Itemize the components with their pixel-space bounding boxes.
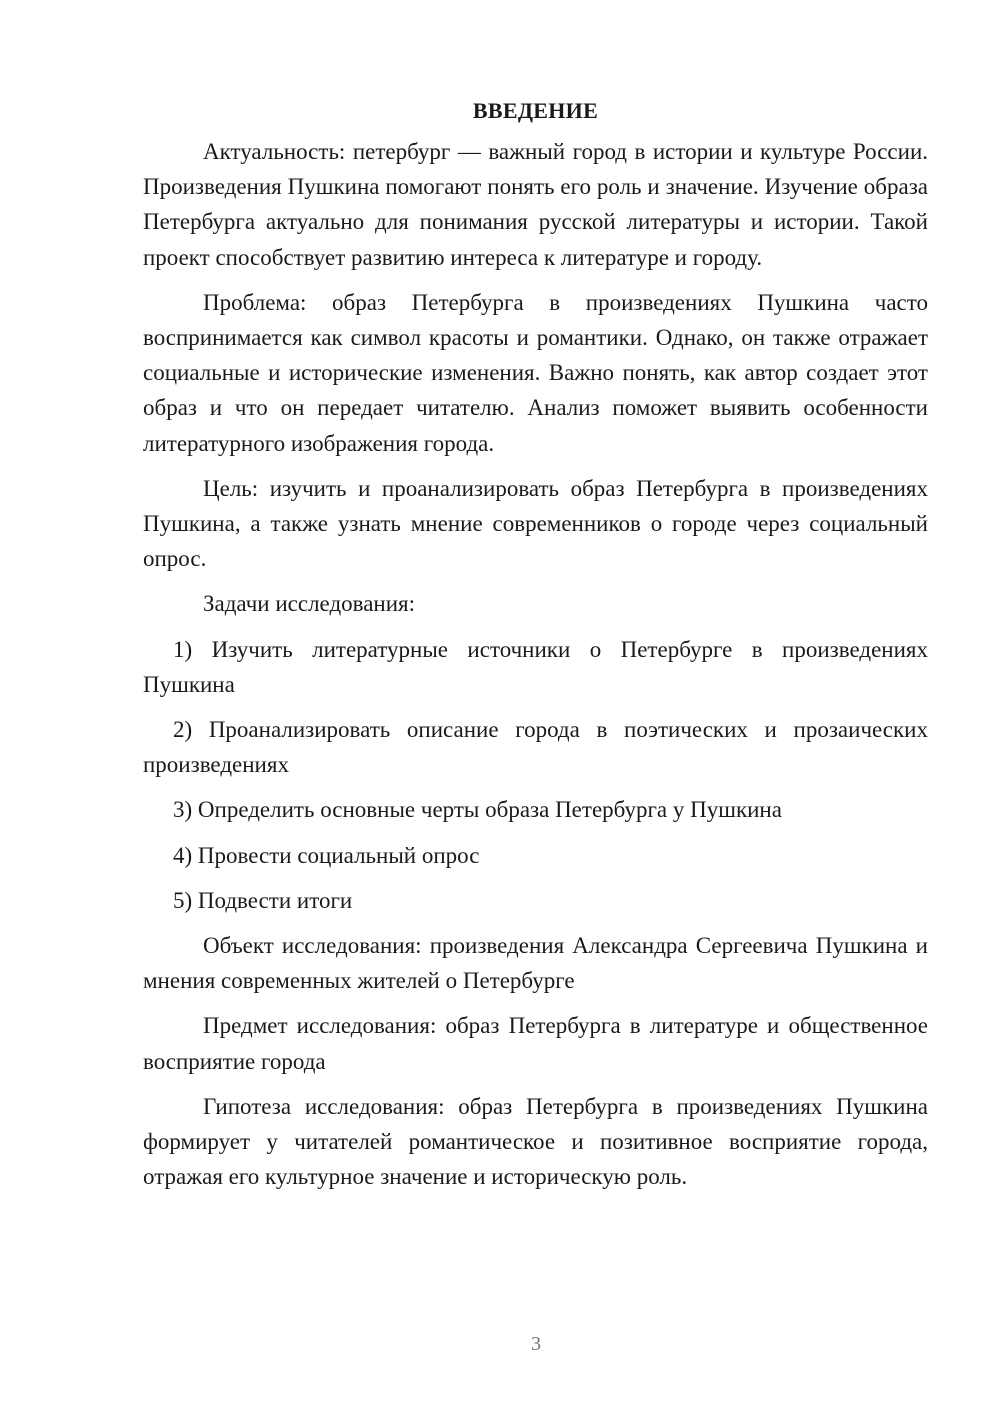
section-title: ВВЕДЕНИЕ <box>472 98 599 123</box>
paragraph-hypothesis: Гипотеза исследования: образ Петербурга в произведениях Пушкина формирует у читателей романтическое и позитивное восприятие города, отражая его культурное значение и историческую роль. <box>143 1093 928 1190</box>
paragraph-subject: Предмет исследования: образ Петербурга в литературе и общественное восприятие города <box>143 1013 928 1074</box>
paragraph-tasks-heading: Задачи исследования: <box>203 591 416 617</box>
task-item: 3) Определить основные черты образа Петербурга у Пушкина <box>173 797 782 823</box>
paragraph-problem: Проблема: образ Петербурга в произведениях Пушкина часто воспринимается как символ красоты и романтики. Однако, он также отражает социальные и исторические изменения. Важно понять, как автор создает этот образ и что он передает читателю. Анализ поможет выявить особенности литературного изображения города. <box>143 289 928 456</box>
task-item: 4) Провести социальный опрос <box>173 842 480 868</box>
paragraph-object: Объект исследования: произведения Александра Сергеевича Пушкина и мнения современных жителей о Петербурге <box>143 933 928 994</box>
task-item: 5) Подвести итоги <box>173 887 353 913</box>
task-item: 1) Изучить литературные источники о Петербурге в произведениях Пушкина <box>143 636 928 697</box>
paragraph-relevance: Актуальность: петербург — важный город в истории и культуре России. Произведения Пушкина помогают понять его роль и значение. Изучение образа Петербурга актуально для понимания русской литературы и истории. Такой проект способствует развитию интереса к литературе и городу. <box>143 139 928 270</box>
page-number: 3 <box>531 1333 541 1355</box>
document-page <box>143 96 928 1204</box>
task-item: 2) Проанализировать описание города в поэтических и прозаических произведениях <box>143 717 928 778</box>
paragraph-goal: Цель: изучить и проанализировать образ Петербурга в произведениях Пушкина, а также узнать мнение современников о городе через социальный опрос. <box>143 475 928 572</box>
